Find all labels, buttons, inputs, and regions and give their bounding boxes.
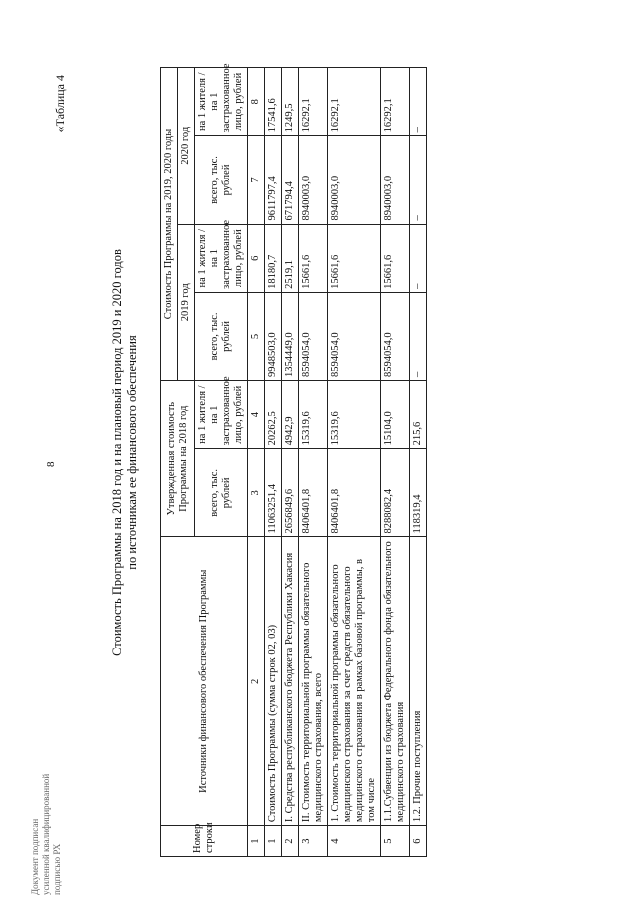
col-num: 6 — [248, 224, 265, 292]
row-number: 3 — [299, 826, 328, 857]
row-value: 20262,5 — [265, 381, 282, 449]
row-value: 8940003,0 — [299, 136, 328, 224]
row-value: 18180,7 — [265, 224, 282, 292]
row-value: 15319,6 — [299, 381, 328, 449]
header-2020: 2020 год — [178, 68, 195, 225]
row-value: – — [410, 68, 427, 136]
row-value: 16292,1 — [299, 68, 328, 136]
row-name: I. Средства республиканского бюджета Республики Хакасия — [282, 537, 299, 826]
row-value: 4942,9 — [282, 381, 299, 449]
row-value: 8406401,8 — [328, 449, 381, 537]
header-approved: Утвержденная стоимость Программы на 2018 год — [161, 381, 195, 537]
row-number: 1 — [265, 826, 282, 857]
row-value: – — [410, 136, 427, 224]
row-value: 15319,6 — [328, 381, 381, 449]
title-line-2: по источникам ее финансового обеспечения — [125, 335, 139, 570]
table-row — [299, 68, 328, 857]
header-2019: 2019 год — [178, 224, 195, 380]
table-row — [328, 68, 381, 857]
row-value: 1354449,0 — [282, 292, 299, 380]
col-num: 7 — [248, 136, 265, 224]
row-value: 15661,6 — [299, 224, 328, 292]
row-value: 8940003,0 — [328, 136, 381, 224]
col-num: 1 — [248, 826, 265, 857]
document-title — [110, 0, 140, 905]
row-number: 2 — [282, 826, 299, 857]
row-value: 15661,6 — [328, 224, 381, 292]
row-value: 11063251,4 — [265, 449, 282, 537]
page-number: 8 — [45, 461, 57, 467]
table-row — [265, 68, 282, 857]
header-row-1 — [161, 68, 178, 857]
row-value: 8940003,0 — [381, 136, 410, 224]
stamp-line: Документ подписан — [30, 818, 40, 895]
table-row — [381, 68, 410, 857]
row-value: 15104,0 — [381, 381, 410, 449]
row-name: 1.2. Прочие поступления — [410, 537, 427, 826]
row-value: 9948503,0 — [265, 292, 282, 380]
row-value: 8406401,8 — [299, 449, 328, 537]
header-per-capita: на 1 жителя / на 1 застрахованное лицо, рублей — [195, 224, 248, 292]
col-num: 3 — [248, 449, 265, 537]
header-per-capita: на 1 жителя / на 1 застрахованное лицо, рублей — [195, 381, 248, 449]
row-value: 2656849,6 — [282, 449, 299, 537]
column-number-row — [248, 68, 265, 857]
table-row — [410, 68, 427, 857]
title-line-1: Стоимость Программы на 2018 год и на плановый период 2019 и 2020 годов — [110, 249, 124, 656]
row-value: 671794,4 — [282, 136, 299, 224]
stamp-line: подписью РХ — [52, 843, 62, 895]
row-value: 215,6 — [410, 381, 427, 449]
col-num: 4 — [248, 381, 265, 449]
row-number: 6 — [410, 826, 427, 857]
row-value: 8594054,0 — [299, 292, 328, 380]
row-value: 1249,5 — [282, 68, 299, 136]
row-value: 16292,1 — [381, 68, 410, 136]
col-num: 8 — [248, 68, 265, 136]
header-per-capita: на 1 жителя / на 1 застрахованное лицо, рублей — [195, 68, 248, 136]
table-reference: «Таблица 4 — [53, 75, 67, 133]
signature-stamp — [30, 774, 63, 895]
row-number: 4 — [328, 826, 381, 857]
row-name: 1.1.Субвенции из бюджета Федерального фонда обязательного медицинского страхования — [381, 537, 410, 826]
row-name: Стоимость Программы (сумма строк 02, 03) — [265, 537, 282, 826]
row-name: II. Стоимость территориальной программы обязательного медицинского страхования, всего — [299, 537, 328, 826]
stamp-line: усиленной квалифицированной — [41, 773, 51, 895]
header-total: всего, тыс. рублей — [195, 136, 248, 224]
header-total: всего, тыс. рублей — [195, 449, 248, 537]
col-num: 2 — [248, 537, 265, 826]
row-name: 1. Стоимость территориальной программы обязательного медицинского страхования за счет средств обязательного медицинского страхования в рамках базовой программы, в том числе — [328, 537, 381, 826]
row-value: 8594054,0 — [381, 292, 410, 380]
col-num: 5 — [248, 292, 265, 380]
row-value: 118319,4 — [410, 449, 427, 537]
row-value: – — [410, 224, 427, 292]
table-body — [265, 68, 427, 857]
table-row — [282, 68, 299, 857]
row-value: 9611797,4 — [265, 136, 282, 224]
row-value: – — [410, 292, 427, 380]
row-value: 8288082,4 — [381, 449, 410, 537]
row-value: 15661,6 — [381, 224, 410, 292]
row-value: 8594054,0 — [328, 292, 381, 380]
header-row-no: Номер строки — [161, 826, 248, 857]
header-source: Источники финансового обеспечения Программы — [161, 537, 248, 826]
row-number: 5 — [381, 826, 410, 857]
row-value: 16292,1 — [328, 68, 381, 136]
row-value: 17541,6 — [265, 68, 282, 136]
cost-table — [160, 63, 427, 857]
header-total: всего, тыс. рублей — [195, 292, 248, 380]
header-cost-2019-2020: Стоимость Программы на 2019, 2020 годы — [161, 68, 178, 381]
row-value: 2519,1 — [282, 224, 299, 292]
